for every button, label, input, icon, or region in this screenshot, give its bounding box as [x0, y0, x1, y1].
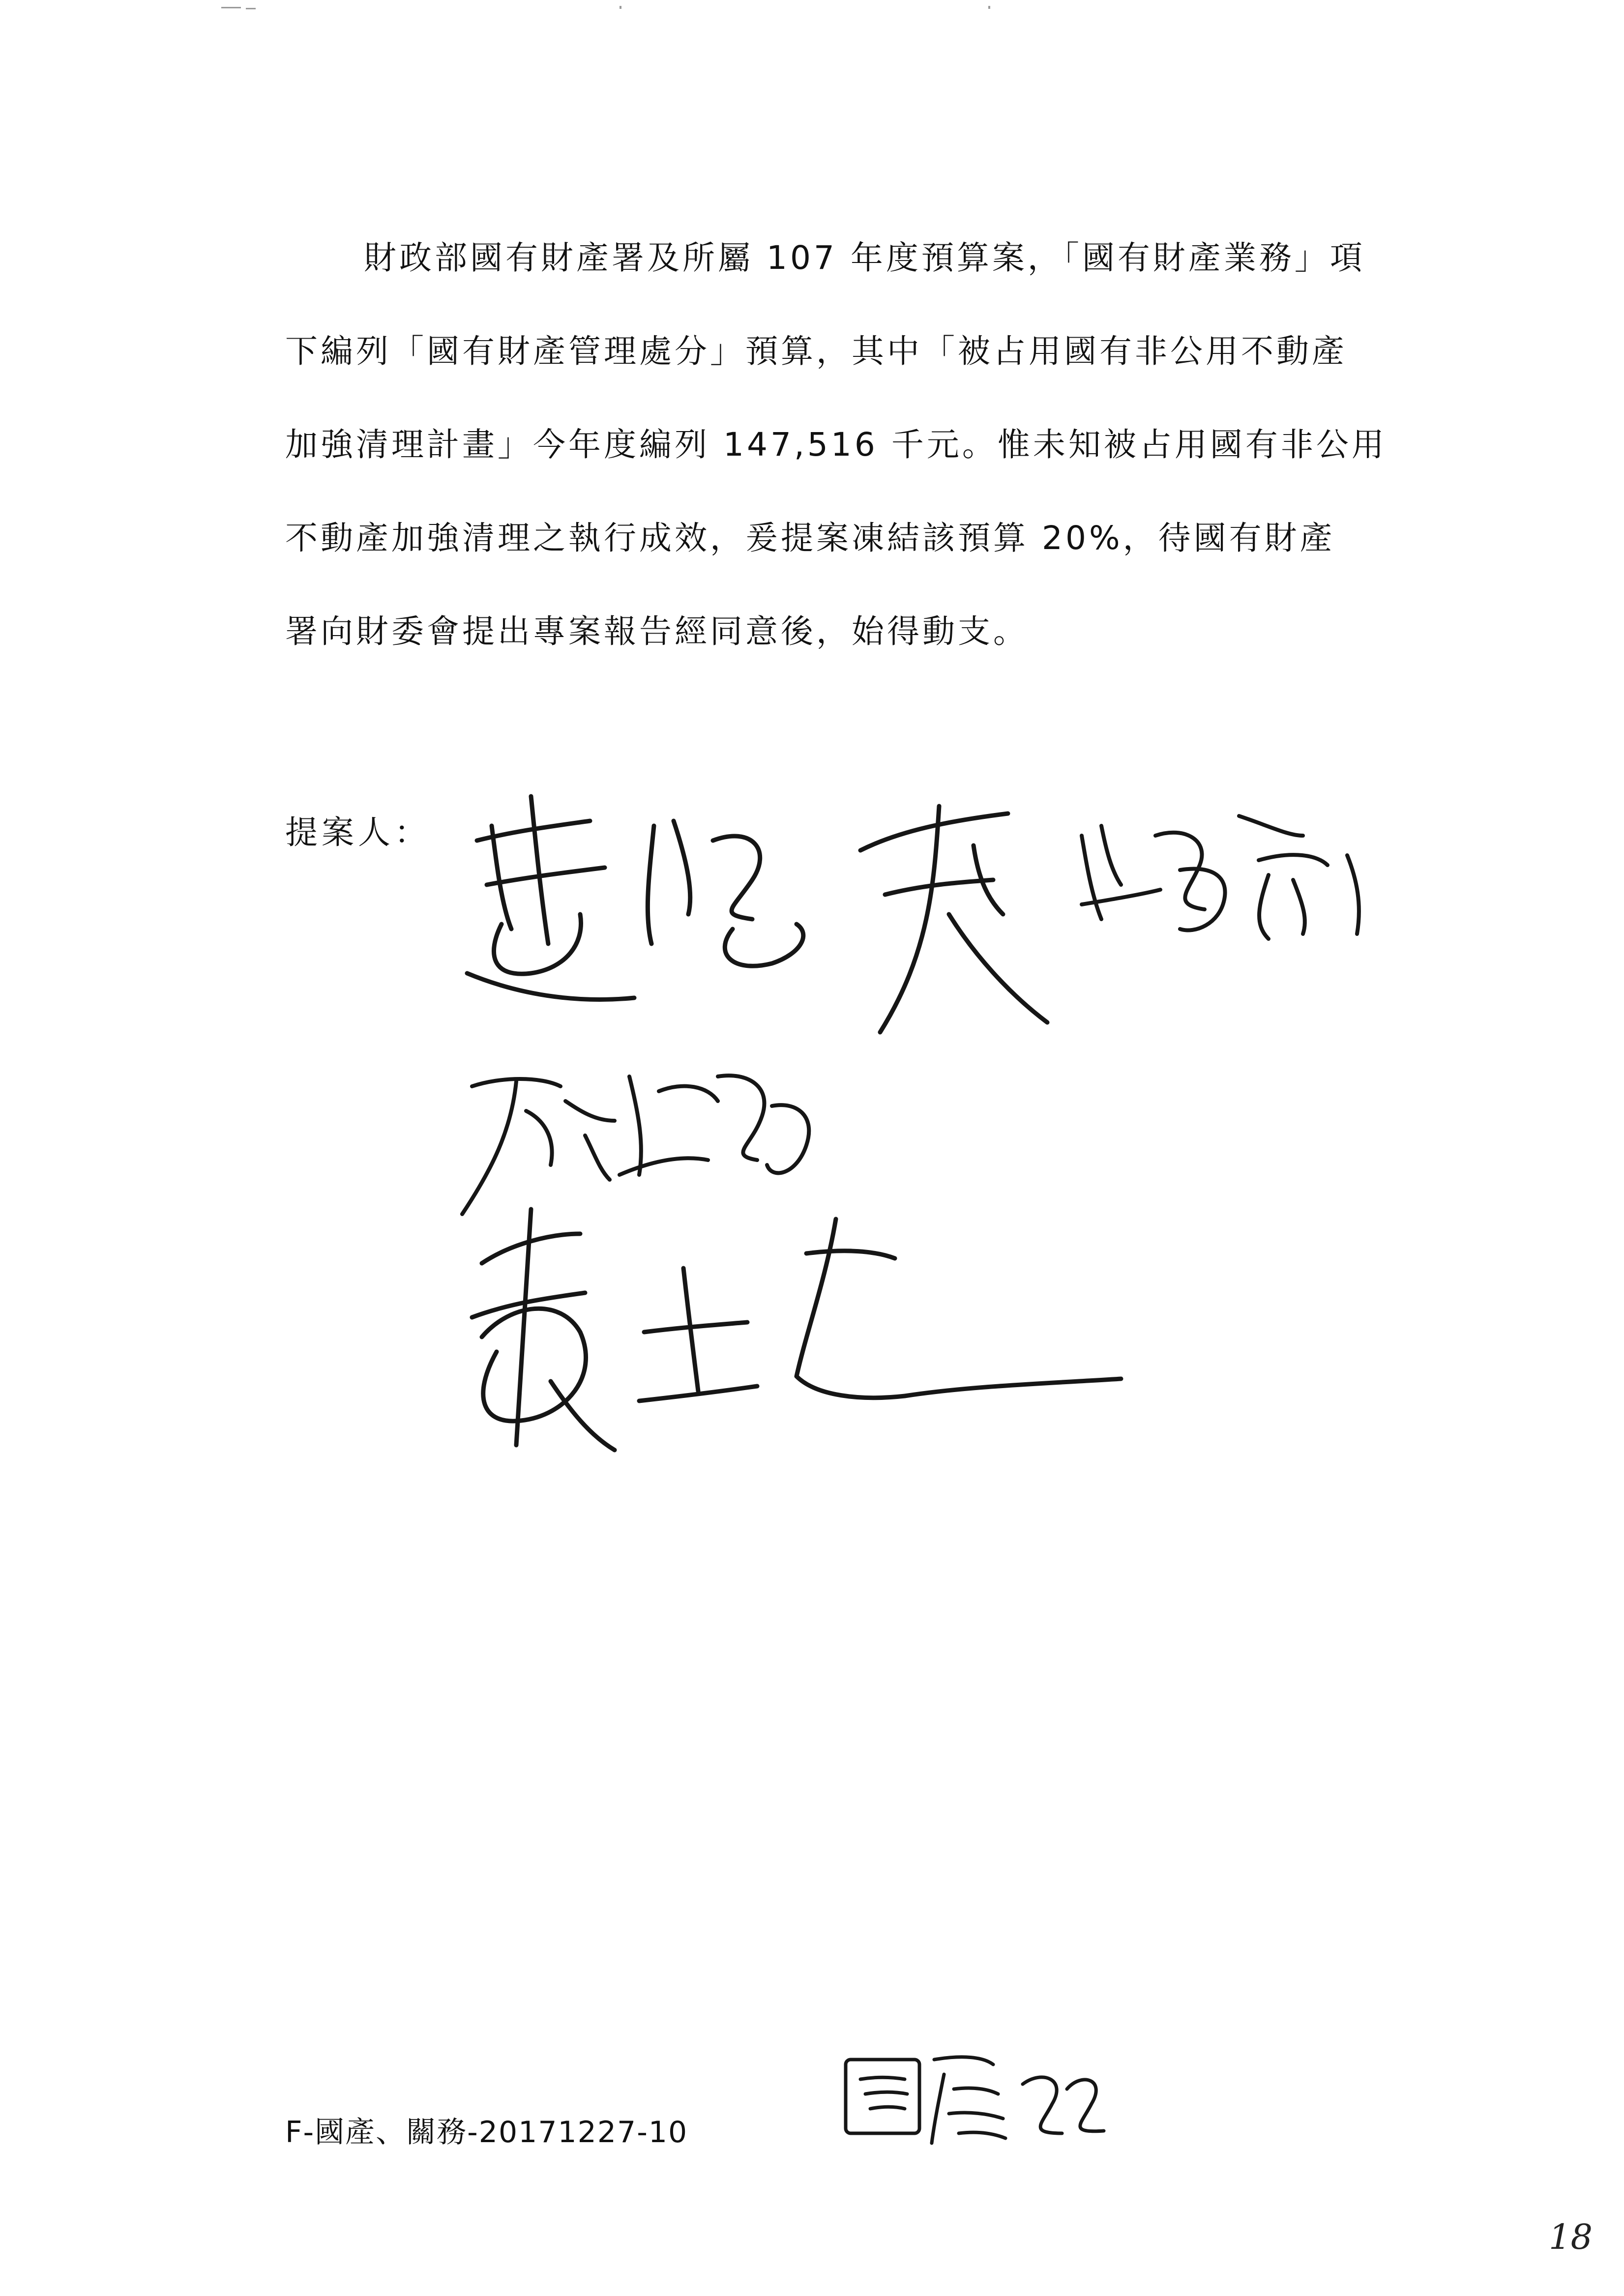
- paragraph-line: 加強清理計畫」今年度編列 147,516 千元。惟未知被占用國有非公用: [285, 426, 1387, 464]
- document-code: F-國產、關務-20171227-10: [285, 2115, 688, 2150]
- scan-mark: [246, 8, 256, 9]
- handwritten-signature-1: [457, 767, 1072, 1042]
- handwritten-mark: [836, 2040, 1111, 2153]
- scan-mark: [988, 6, 990, 9]
- page-number: 18: [1549, 2217, 1593, 2257]
- handwritten-signature-2: [1072, 806, 1377, 954]
- proposer-label: 提案人：: [285, 814, 431, 851]
- paragraph-line: 不動產加強清理之執行成效，爰提案凍結該預算 20%，待國有財產: [285, 519, 1335, 557]
- paragraph-line: 財政部國有財產署及所屬 107 年度預算案，「國有財產業務」項: [364, 239, 1365, 277]
- scan-mark: [221, 7, 241, 8]
- scan-mark: [620, 6, 621, 9]
- paragraph-line: 署向財委會提出專案報告經同意後，始得動支。: [285, 612, 1029, 650]
- handwritten-signature-4: [452, 1190, 1131, 1465]
- proposal-paragraph: [285, 211, 1431, 678]
- paragraph-line: 下編列「國有財產管理處分」預算，其中「被占用國有非公用不動產: [285, 332, 1347, 370]
